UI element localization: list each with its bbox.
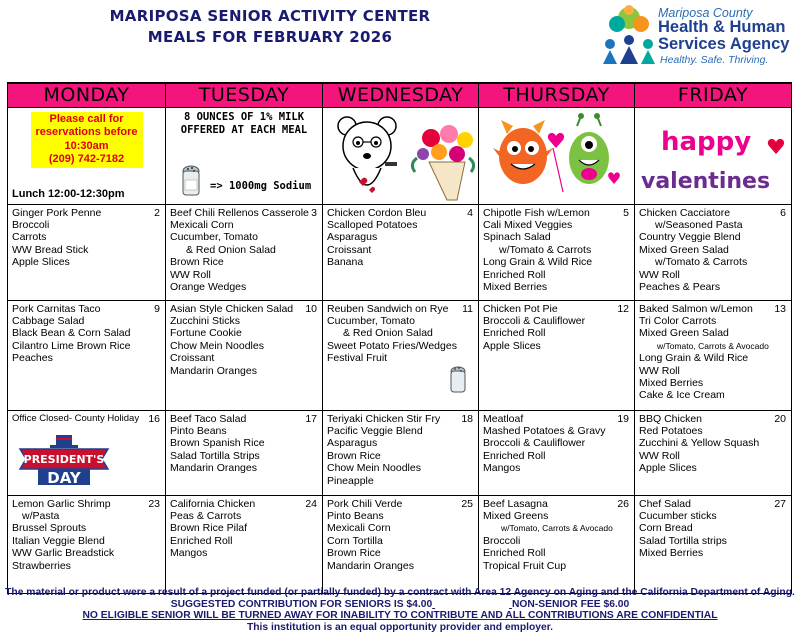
day-cell xyxy=(635,300,792,410)
menu-item: WW Garlic Breadstick xyxy=(12,547,115,560)
menu-item: & Red Onion Salad xyxy=(343,327,433,340)
day-number: 26 xyxy=(617,497,629,510)
week-row xyxy=(8,204,792,300)
logo-county: Mariposa County xyxy=(658,6,753,20)
logo-tagline: Healthy. Safe. Thriving. xyxy=(660,54,769,66)
day-number: 11 xyxy=(462,302,473,315)
milk-line-1: 8 OUNCES OF 1% MILK xyxy=(183,110,305,123)
day-number: 10 xyxy=(305,302,317,315)
day-number: 16 xyxy=(148,412,160,425)
menu-item: Peas & Carrots xyxy=(170,509,242,522)
reservation-callout xyxy=(31,112,143,168)
menu-item: Corn Tortilla xyxy=(327,534,383,547)
menu-item: Chipotle Fish w/Lemon xyxy=(483,206,590,219)
day-cell xyxy=(323,410,479,495)
day-number: 24 xyxy=(305,497,317,510)
day-number: 17 xyxy=(305,412,317,425)
menu-item: Beef Taco Salad xyxy=(170,412,247,425)
menu-item: Apple Slices xyxy=(483,339,541,352)
menu-item: Mixed Berries xyxy=(483,280,548,293)
milk-notice-cell xyxy=(166,107,323,204)
menu-item: Mixed Green Salad xyxy=(639,327,729,340)
menu-item: & Red Onion Salad xyxy=(186,243,276,256)
weekday-thursday: THURSDAY xyxy=(479,83,635,107)
week-row xyxy=(8,495,792,593)
week-row xyxy=(8,410,792,495)
salt-shaker-icon xyxy=(447,365,469,395)
day-cell xyxy=(479,495,635,593)
menu-item: Zucchini Sticks xyxy=(170,314,241,327)
menu-item: WW Bread Stick xyxy=(12,243,89,256)
menu-item: Broccoli xyxy=(12,218,50,231)
milk-line-2: OFFERED AT EACH MEAL xyxy=(180,123,308,136)
menu-item: Tri Color Carrots xyxy=(639,314,717,327)
day-cell xyxy=(479,204,635,300)
menu-item: Cucumber sticks xyxy=(639,509,717,522)
day-number: 9 xyxy=(154,302,160,315)
menu-item: Apple Slices xyxy=(12,256,70,269)
teddy-bear-bouquet-icon xyxy=(329,112,475,202)
menu-item: Beef Lasagna xyxy=(483,497,548,510)
title-line-2: MEALS FOR FEBRUARY 2026 xyxy=(147,28,393,46)
reservation-line: 10:30am xyxy=(64,139,109,152)
menu-item: Mixed Berries xyxy=(639,547,704,560)
funding-statement: The material or product were a result of a project funded (or partially funded) by a contract with Area 12 Agency on Aging and the California Department of Aging. xyxy=(5,587,795,598)
menu-item: Brown Rice Pilaf xyxy=(170,522,248,535)
valentine-word-happy: happy xyxy=(661,126,752,157)
menu-item: WW Roll xyxy=(639,364,680,377)
logo-agency-line-2: Services Agency xyxy=(658,35,790,53)
menu-item: Pork Chili Verde xyxy=(327,497,403,510)
day-cell xyxy=(479,410,635,495)
menu-item: Lemon Garlic Shrimp xyxy=(12,497,111,510)
menu-item: w/Pasta xyxy=(22,509,60,522)
day-cell xyxy=(166,495,323,593)
presidents-day-icon xyxy=(16,431,112,487)
menu-item: Pineapple xyxy=(327,474,374,487)
menu-item: Italian Veggie Blend xyxy=(12,534,105,547)
menu-item: w/Tomato, Carrots & Avocado xyxy=(501,523,613,534)
non-senior-fee: NON-SENIOR FEE $6.00 xyxy=(511,598,630,610)
no-eligible-statement: NO ELIGIBLE SENIOR WILL BE TURNED AWAY FOR INABILITY TO CONTRIBUTE AND ALL CONTRIBUTIONS ARE CONFIDENTIAL xyxy=(82,610,718,622)
menu-item: Cilantro Lime Brown Rice xyxy=(12,339,131,352)
menu-item: Spinach Salad xyxy=(483,231,551,244)
menu-item: Mixed Berries xyxy=(639,376,704,389)
menu-item: Long Grain & Wild Rice xyxy=(483,256,593,269)
day-number: 27 xyxy=(774,497,786,510)
menu-item: Brown Rice xyxy=(327,449,381,462)
reservation-line: reservations before xyxy=(35,126,138,138)
day-number: 5 xyxy=(623,206,629,219)
day-cell xyxy=(635,410,792,495)
milk-notice xyxy=(166,111,322,137)
week-row xyxy=(8,300,792,410)
menu-item: Croissant xyxy=(170,352,215,365)
menu-item: Brown Rice xyxy=(170,256,224,269)
menu-item: Corn Bread xyxy=(639,522,693,535)
presidents-day-word-2: DAY xyxy=(47,468,81,487)
reservation-line: Please call for xyxy=(49,112,124,125)
valentine-word-valentines: valentines xyxy=(641,168,771,194)
footer xyxy=(0,587,800,633)
menu-item: Mangos xyxy=(483,462,521,475)
menu-item: BBQ Chicken xyxy=(639,412,703,425)
menu-item: Broccoli & Cauliflower xyxy=(483,437,586,450)
menu-item: Chicken Cacciatore xyxy=(639,206,731,219)
monster-valentine-icon xyxy=(493,112,625,202)
menu-item: Banana xyxy=(327,256,364,269)
day-number: 25 xyxy=(461,497,473,510)
menu-item: Pinto Beans xyxy=(327,509,384,522)
menu-item: Country Veggie Blend xyxy=(639,231,741,244)
menu-item: Teriyaki Chicken Stir Fry xyxy=(327,412,441,425)
menu-item: Asian Style Chicken Salad xyxy=(170,302,294,315)
day-cell xyxy=(166,410,323,495)
day-number: 4 xyxy=(467,206,473,219)
menu-item: WW Roll xyxy=(639,268,680,281)
contribution-line xyxy=(0,599,800,611)
menu-item: Cake & Ice Cream xyxy=(639,389,725,402)
menu-item: Cucumber, Tomato xyxy=(327,314,415,327)
weekday-header-row xyxy=(8,83,792,107)
menu-item: WW Roll xyxy=(170,268,211,281)
page-title xyxy=(60,6,480,48)
day-cell xyxy=(323,495,479,593)
menu-item: Enriched Roll xyxy=(483,449,546,462)
menu-item: Scalloped Potatoes xyxy=(327,218,418,231)
menu-item: w/Tomato & Carrots xyxy=(499,243,592,256)
menu-item: Carrots xyxy=(12,231,47,244)
menu-item: Black Bean & Corn Salad xyxy=(12,327,131,340)
menu-item: Ginger Pork Penne xyxy=(12,206,102,219)
menu-item: Peaches & Pears xyxy=(639,280,721,293)
weekday-wednesday: WEDNESDAY xyxy=(323,83,479,107)
menu-item: Chow Mein Noodles xyxy=(170,339,264,352)
info-row xyxy=(8,107,792,204)
day-number: 23 xyxy=(148,497,160,510)
day-number: 18 xyxy=(461,412,473,425)
menu-item: Salad Tortilla strips xyxy=(639,534,727,547)
equal-opportunity-statement: This institution is an equal opportunity provider and employer. xyxy=(246,621,554,633)
menu-item: Strawberries xyxy=(12,559,71,572)
menu-item: Zucchini & Yellow Squash xyxy=(639,437,760,450)
menu-item: Meatloaf xyxy=(483,412,524,425)
menu-item: Pacific Veggie Blend xyxy=(327,424,423,437)
weekday-tuesday: TUESDAY xyxy=(166,83,323,107)
menu-item: Mexicali Corn xyxy=(327,522,391,535)
menu-item: Apple Slices xyxy=(639,462,697,475)
day-cell xyxy=(635,204,792,300)
day-cell xyxy=(323,300,479,410)
menu-item: Baked Salmon w/Lemon xyxy=(639,302,753,315)
menu-item: Broccoli xyxy=(483,534,521,547)
menu-item: Mandarin Oranges xyxy=(170,462,257,475)
menu-item: Asparagus xyxy=(327,231,378,244)
day-cell xyxy=(635,495,792,593)
title-line-1: MARIPOSA SENIOR ACTIVITY CENTER xyxy=(109,7,431,25)
menu-item: Brown Spanish Rice xyxy=(170,437,265,450)
menu-item: Peaches xyxy=(12,352,53,365)
menu-item: WW Roll xyxy=(639,449,680,462)
menu-item: Enriched Roll xyxy=(483,547,546,560)
menu-item: Mixed Green Salad xyxy=(639,243,729,256)
menu-item: Fortune Cookie xyxy=(170,327,242,340)
weekday-monday: MONDAY xyxy=(8,83,166,107)
day-cell xyxy=(479,300,635,410)
menu-item: Brussel Sprouts xyxy=(12,522,87,535)
logo-agency-name xyxy=(658,19,789,53)
day-number: 13 xyxy=(774,302,786,315)
day-number: 2 xyxy=(154,206,160,219)
menu-item: Chow Mein Noodles xyxy=(327,462,421,475)
menu-item: Salad Tortilla Strips xyxy=(170,449,260,462)
day-number: 6 xyxy=(780,206,786,219)
menu-item: California Chicken xyxy=(170,497,256,510)
menu-item: Chicken Cordon Bleu xyxy=(327,206,427,219)
menu-item: Cabbage Salad xyxy=(12,314,85,327)
menu-item: Sweet Potato Fries/Wedges xyxy=(327,339,457,352)
day-cell xyxy=(8,300,166,410)
reservation-phone: (209) 742-7182 xyxy=(48,153,125,165)
presidents-day-word-1: PRESIDENT'S xyxy=(23,452,105,466)
menu-item: Cucumber, Tomato xyxy=(170,231,258,244)
day-number: 19 xyxy=(617,412,629,425)
menu-item: Brown Rice xyxy=(327,547,381,560)
menu-item: Chef Salad xyxy=(639,497,691,510)
menu-item: Mixed Greens xyxy=(483,509,549,522)
menu-item: Beef Chili Rellenos Casserole xyxy=(170,206,309,219)
menu-item: Pork Carnitas Taco xyxy=(12,302,101,315)
menu-item: Reuben Sandwich on Rye xyxy=(327,302,449,315)
day-cell xyxy=(166,300,323,410)
menu-item: Office Closed- County Holiday xyxy=(12,412,140,424)
day-cell xyxy=(323,204,479,300)
menu-item: Long Grain & Wild Rice xyxy=(639,352,749,365)
reservation-cell xyxy=(8,107,166,204)
day-cell xyxy=(8,410,166,495)
family-tree-icon xyxy=(600,4,658,66)
day-number: 12 xyxy=(617,302,629,315)
agency-logo xyxy=(598,4,798,74)
menu-item: Croissant xyxy=(327,243,372,256)
menu-item: Tropical Fruit Cup xyxy=(483,559,567,572)
menu-item: Chicken Pot Pie xyxy=(483,302,558,315)
menu-item: w/Seasoned Pasta xyxy=(655,218,743,231)
menu-item: Mexicali Corn xyxy=(170,218,234,231)
menu-item: Festival Fruit xyxy=(327,352,388,365)
menu-item: Broccoli & Cauliflower xyxy=(483,314,586,327)
day-cell xyxy=(8,495,166,593)
day-cell xyxy=(166,204,323,300)
friday-art-cell xyxy=(635,107,792,204)
menu-item: Enriched Roll xyxy=(483,327,546,340)
menu-item: Mandarin Oranges xyxy=(327,559,414,572)
sodium-note: => 1000mg Sodium xyxy=(210,179,312,192)
menu-item: Pinto Beans xyxy=(170,424,227,437)
menu-item: Mangos xyxy=(170,547,208,560)
menu-item: Enriched Roll xyxy=(483,268,546,281)
menu-item: Mandarin Oranges xyxy=(170,364,257,377)
menu-item: Asparagus xyxy=(327,437,378,450)
menu-item: Mashed Potatoes & Gravy xyxy=(483,424,606,437)
day-number: 3 xyxy=(311,206,317,219)
logo-agency-line-1: Health & Human xyxy=(658,18,786,36)
lunch-hours: Lunch 12:00-12:30pm xyxy=(12,187,125,200)
menu-item: Red Potatoes xyxy=(639,424,703,437)
wednesday-art-cell xyxy=(323,107,479,204)
weekday-friday: FRIDAY xyxy=(635,83,792,107)
menu-item: Cali Mixed Veggies xyxy=(483,218,573,231)
day-cell xyxy=(8,204,166,300)
happy-valentines-icon xyxy=(639,116,789,200)
suggested-contribution: SUGGESTED CONTRIBUTION FOR SENIORS IS $4.00 xyxy=(170,598,433,610)
meal-calendar xyxy=(7,82,792,594)
menu-item: Orange Wedges xyxy=(170,280,247,293)
menu-weeks xyxy=(8,204,792,593)
menu-item: w/Tomato & Carrots xyxy=(655,256,748,269)
day-number: 20 xyxy=(774,412,786,425)
menu-item: w/Tomato, Carrots & Avocado xyxy=(657,340,769,351)
menu-item: Enriched Roll xyxy=(170,534,233,547)
salt-shaker-icon xyxy=(178,164,204,198)
thursday-art-cell xyxy=(479,107,635,204)
